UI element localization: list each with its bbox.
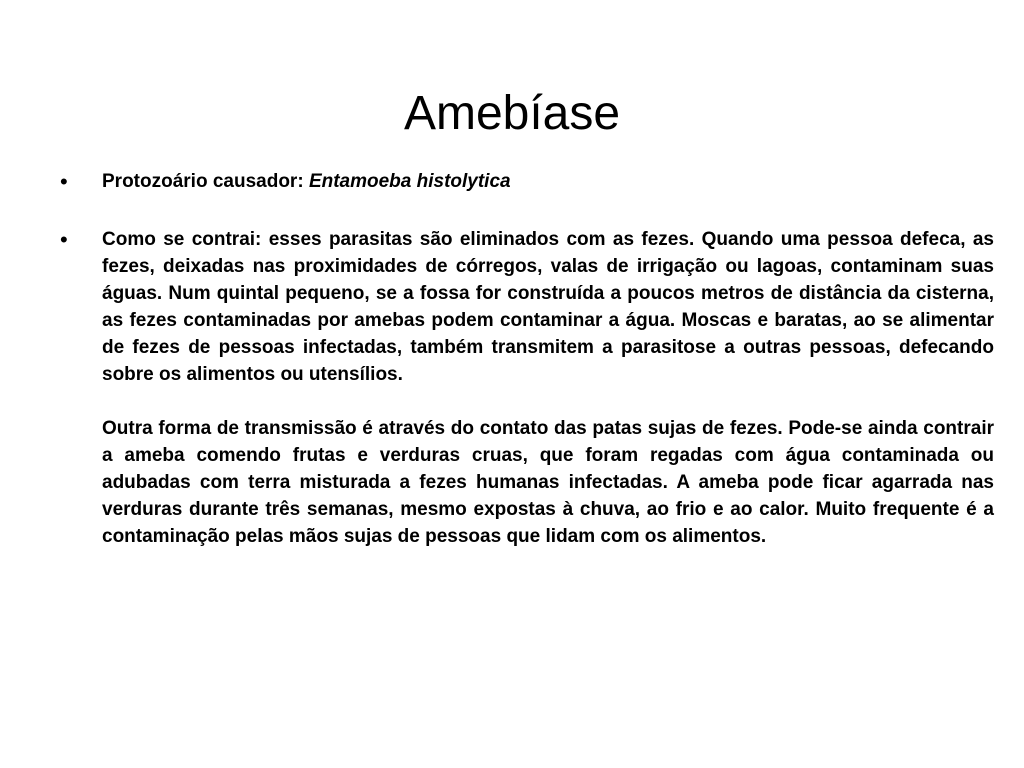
causative-agent-name: Entamoeba histolytica [308, 171, 511, 192]
transmission-paragraph-2: Outra forma de transmissão é através do contato das patas sujas de fezes. Pode-se ainda contrair a ameba comendo frutas e verduras cruas, que foram regadas com água contaminada ou adubadas com terra misturada a fezes humanas infectadas. A ameba pode ficar agarrada nas verduras durante três semanas, mesmo expostas à chuva, ao frio e ao calor. Muito frequente é a contaminação pelas mãos sujas de pessoas que lidam com os alimentos. [102, 418, 994, 547]
transmission-paragraph-1: Como se contrai: esses parasitas são eliminados com as fezes. Quando uma pessoa defeca, as fezes, deixadas nas proximidades de córregos, valas de irrigação ou lagoas, contaminam suas águas. Num quintal pequeno, se a fossa for construída a poucos metros de distância da cisterna, as fezes contaminadas por amebas podem contaminar a água. Moscas e baratas, ao se alimentar de fezes de pessoas infectadas, também transmitem a parasitose a outras pessoas, defecando sobre os alimentos ou utensílios. [102, 229, 994, 385]
bullet-dot-icon: • [60, 227, 68, 252]
slide-title: Amebíase [403, 87, 621, 140]
bullet-causative-agent [60, 168, 994, 195]
bullet-list [60, 168, 994, 550]
bullet-dot-icon: • [60, 169, 68, 194]
causative-agent-label: Protozoário causador: [102, 171, 304, 192]
bullet-transmission [60, 226, 994, 550]
